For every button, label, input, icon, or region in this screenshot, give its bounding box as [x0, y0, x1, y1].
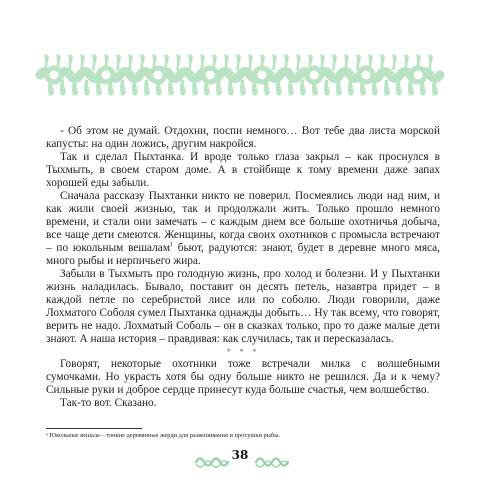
paragraph-6: Так-то вот. Сказано. — [60, 397, 157, 409]
paragraph-2: Так и сделал Пыхтанка. И вроде только глаза закрыл – как проснулся в Тыхмыть, в своем старом доме. А в стойбище к тому времени даже запах хорошей еды забыли. — [46, 151, 440, 189]
paragraph-5: Говорят, некоторые охотники тоже встречали милка с волшебными сумочками. Но украсть хотя бы одну больше никто не решился. Да и к чему? Сильные руки и доброе сердце принесут куда больше счастья, чем волшебство. — [46, 358, 440, 396]
story-text — [46, 125, 440, 410]
footnote: ¹ Юкольные вешала – тонкие деревянные жерди для развешивания и просушки рыбы. — [46, 432, 281, 439]
footnote-mark: 1 — [169, 242, 173, 249]
section-separator: * * * — [226, 347, 260, 357]
footnote-divider — [46, 428, 142, 429]
ornament-top — [34, 52, 446, 98]
paragraph-1: - Об этом не думай. Отдохни, поспи немного… Вот тебе два листа морской капусты: на один ложись, другим накройся. — [46, 125, 440, 150]
paragraph-4: Забыли в Тыхмыть про голодную жизнь, про холод и болезни. И у Пыхтанки жизнь наладилась. Бывало, поставит он десять петель, назавтра придет – в каждой петле по серебристой лисе или по соболю. Люди говорили, даже Лохматого Соболя сумел Пыхтанка однажды добыть… Ну так всему, что говорят, верить не надо. Лохматый Соболь – он в сказках только, про то даже малые дети знают. А наша история – правдивая: как случилась, так и пересказалась. — [46, 268, 440, 345]
page-number: 38 — [231, 448, 249, 462]
paragraph-3-part-b: бьют, радуются: знают, будет в деревне много мяса, много рыбы и нерпичьего жира. — [46, 242, 441, 267]
paragraph-3 — [46, 190, 440, 268]
paragraph-3-part-a: Сначала рассказу Пыхтанки никто не поверил. Посмеялись люди над ним, и как жили своей жизнью, так и продолжали жить. Только прошло немного времени, и стали они замечать – с каждым днем все больше охотничья добыча, все чаще дети смеются. Женщины, когда своих охотников с промысла встречают – по юкольным вешалам — [46, 190, 440, 254]
